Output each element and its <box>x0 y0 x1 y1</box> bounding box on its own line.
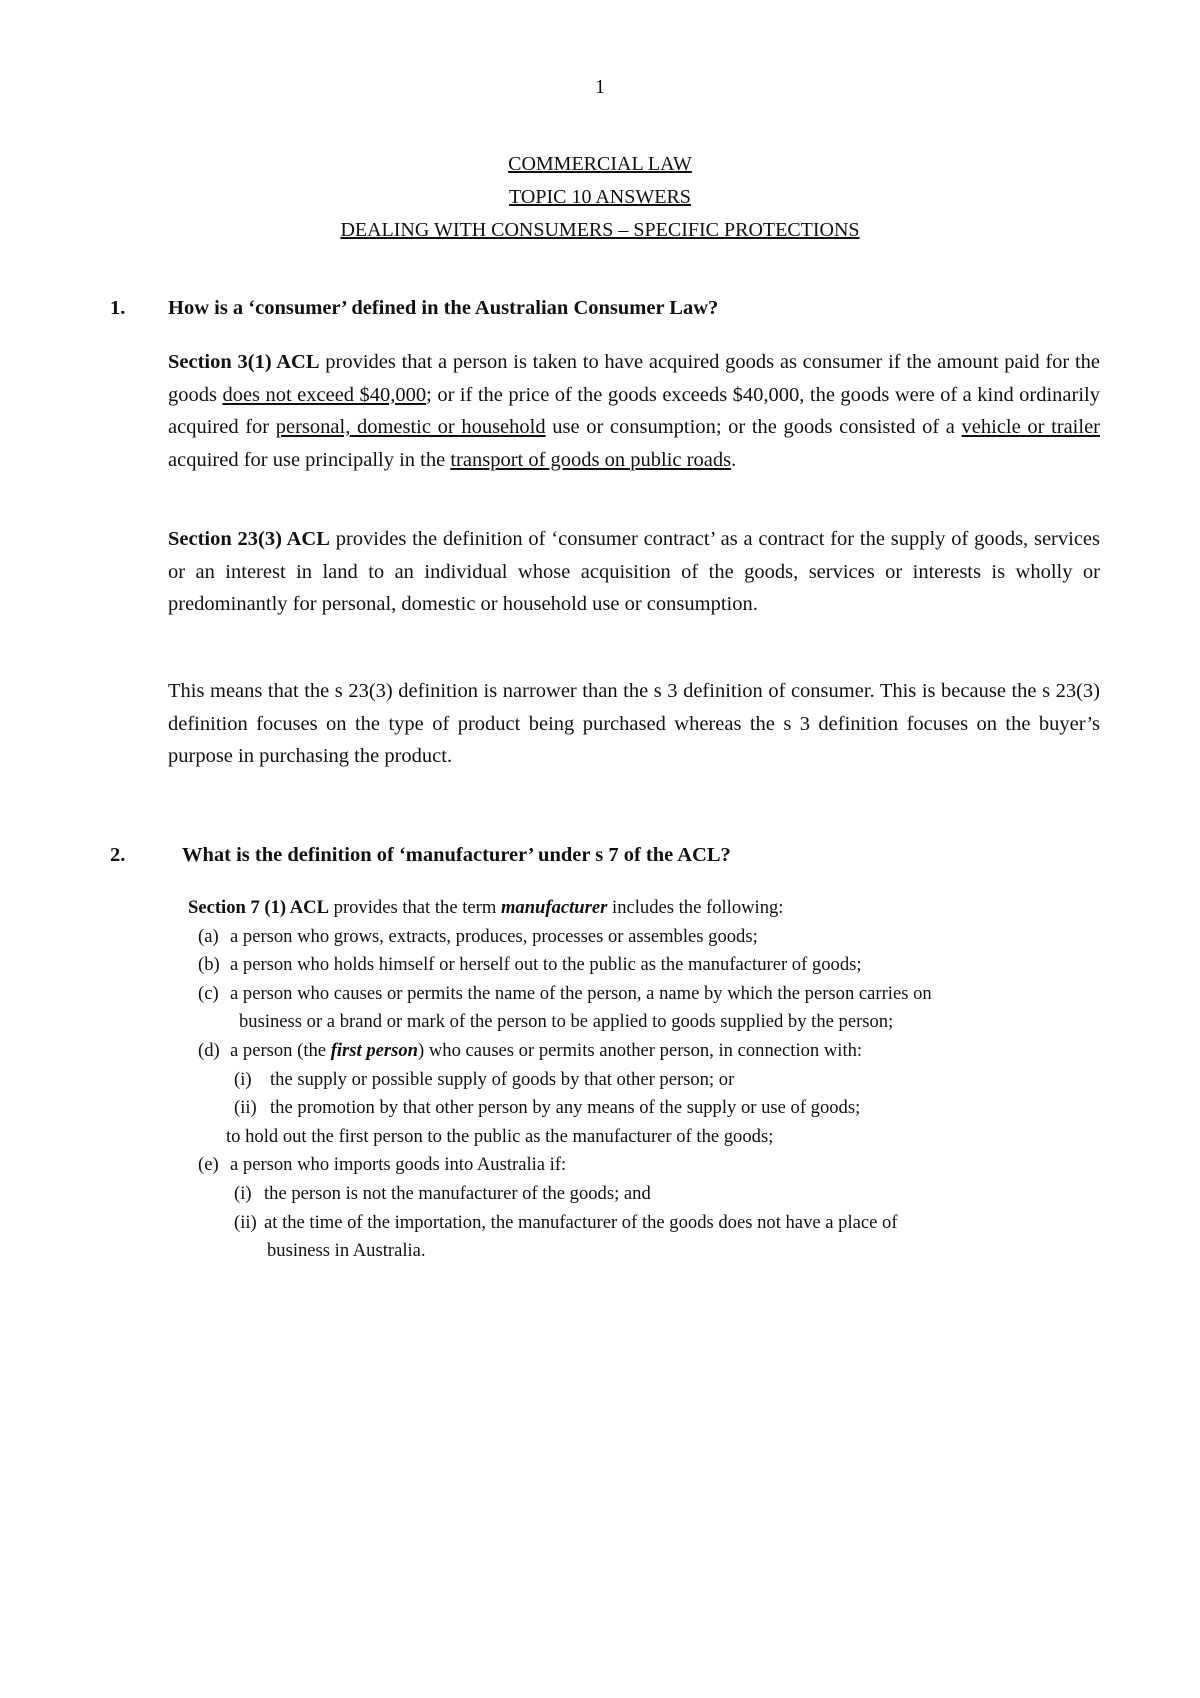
sub-text: the person is not the manufacturer of the goods; and <box>264 1182 651 1204</box>
list-item-d-i <box>234 1066 1134 1095</box>
section-23-reference: Section 23(3) ACL <box>168 528 330 550</box>
section-7-reference: Section 7 (1) ACL <box>188 897 329 918</box>
list-label: (a) <box>198 925 219 947</box>
manufacturer-definition <box>188 894 1088 1266</box>
question-1-number: 1. <box>110 297 126 319</box>
section-3-reference: Section 3(1) ACL <box>168 351 320 373</box>
q1-paragraph-comparison <box>168 675 1100 773</box>
page-number: 1 <box>595 76 605 98</box>
document-title <box>0 148 1200 247</box>
list-text: a person who holds himself or herself out to the public as the manufacturer of goods; <box>230 954 862 976</box>
title-subject: DEALING WITH CONSUMERS – SPECIFIC PROTECTIONS <box>340 219 860 241</box>
transport-underline: transport of goods on public roads <box>450 448 732 471</box>
comparison-text: This means that the s 23(3) definition is narrower than the s 3 definition of consumer. This is because the s 23(3) definition focuses on the type of product being purchased whereas the s 3 definition focuses on the buyer’s purpose in purchasing the product. <box>168 680 1100 767</box>
list-item-b <box>198 951 1098 980</box>
title-topic: TOPIC 10 ANSWERS <box>509 186 691 208</box>
intro-text: includes the following: <box>607 897 784 918</box>
sub-text: at the time of the importation, the manufacturer of the goods does not have a place of <box>264 1211 898 1233</box>
list-text: a person (the <box>230 1039 331 1061</box>
list-label: (e) <box>198 1154 219 1176</box>
list-text: a person who causes or permits the name of the person, a name by which the person carries on <box>230 982 932 1004</box>
list-item-e-ii-continued: business in Australia. <box>267 1240 426 1262</box>
list-item-e <box>198 1151 1098 1180</box>
list-item-d-ii <box>234 1094 1134 1123</box>
list-item-c <box>198 980 1098 1009</box>
list-text: ) who causes or permits another person, in connection with: <box>418 1039 863 1061</box>
q1-paragraph-section-3 <box>168 346 1100 476</box>
para-text: provides the definition of ‘consumer contract’ as a contract for the supply of goods, services or an interest in land to an individual whose acquisition of the goods, services or interests is wholly or predominantly for personal, domestic or household use or consumption. <box>168 528 1100 615</box>
use-underline: personal, domestic or household <box>275 416 546 438</box>
q1-paragraph-section-23 <box>168 523 1100 621</box>
sub-label: (ii) <box>234 1097 257 1119</box>
title-course: COMMERCIAL LAW <box>508 153 692 175</box>
definition-intro <box>188 894 1088 923</box>
manufacturer-term: manufacturer <box>500 897 608 918</box>
list-item-d-tail: to hold out the first person to the public as the manufacturer of the goods; <box>226 1125 774 1147</box>
list-label: (d) <box>198 1039 220 1061</box>
sub-label: (ii) <box>234 1211 257 1233</box>
para-text: use or consumption; or the goods consisted of a <box>545 416 962 438</box>
question-1-text: How is a ‘consumer’ defined in the Australian Consumer Law? <box>168 297 719 319</box>
list-item-e-ii <box>234 1209 1134 1238</box>
para-text: provides that a person is taken to have acquired goods as consumer if the amount paid for the goods <box>168 351 1101 406</box>
first-person-term: first person <box>330 1039 418 1061</box>
intro-text: provides that the term <box>329 897 501 918</box>
list-label: (b) <box>198 954 220 976</box>
para-text: acquired for use principally in the <box>168 448 451 471</box>
list-item-c-continued: business or a brand or mark of the person to be applied to goods supplied by the person; <box>239 1011 894 1033</box>
question-2-number: 2. <box>110 844 126 866</box>
list-item-e-i <box>234 1180 1134 1209</box>
list-item-a <box>198 923 1098 952</box>
question-2-text: What is the definition of ‘manufacturer’ under s 7 of the ACL? <box>182 844 731 866</box>
sub-text: the promotion by that other person by any means of the supply or use of goods; <box>270 1097 861 1119</box>
vehicle-underline: vehicle or trailer <box>961 416 1101 438</box>
sub-label: (i) <box>234 1182 252 1204</box>
sub-label: (i) <box>234 1068 252 1090</box>
list-text: a person who imports goods into Australia if: <box>230 1154 567 1176</box>
sub-text: the supply or possible supply of goods by that other person; or <box>270 1068 735 1090</box>
para-text: . <box>731 448 737 471</box>
list-text: a person who grows, extracts, produces, processes or assembles goods; <box>230 925 758 947</box>
para-text: ; or if the price of the goods exceeds $40,000, the goods were of a kind ordinarily acquired for <box>168 383 1100 438</box>
list-item-d <box>198 1037 1098 1066</box>
list-label: (c) <box>198 982 219 1004</box>
threshold-underline: does not exceed $40,000 <box>222 383 427 406</box>
